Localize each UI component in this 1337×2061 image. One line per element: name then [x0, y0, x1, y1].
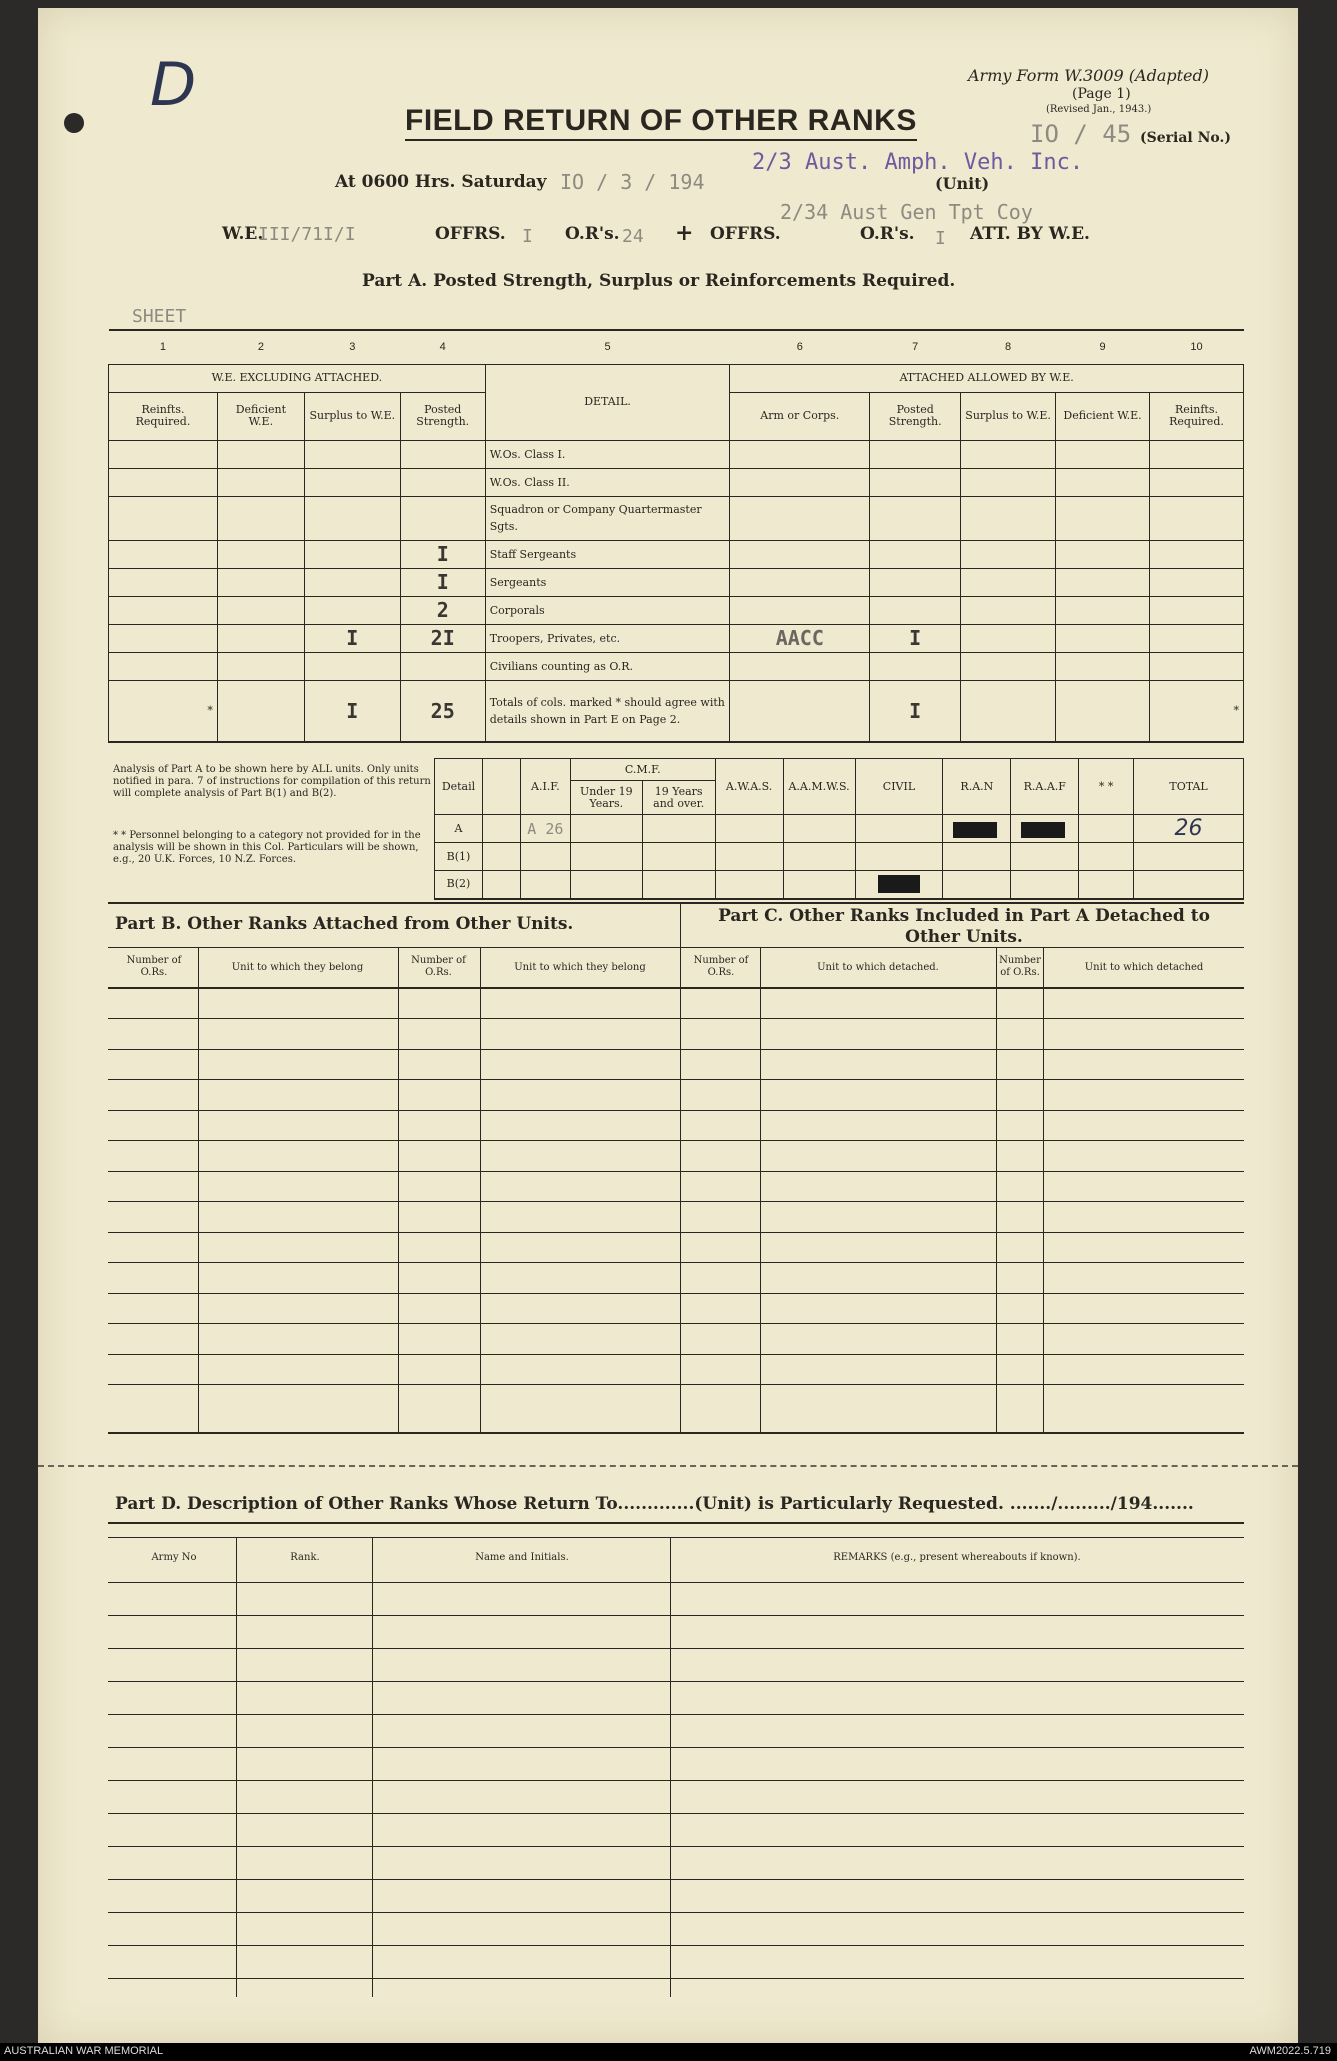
archive-footer [0, 2043, 1337, 2061]
rule-line [108, 1110, 1244, 1111]
part-b-head-unit-2: Unit to which they belong [514, 962, 646, 973]
rule-line [108, 1232, 1244, 1233]
column-line [372, 1537, 373, 1997]
surplus-cell [304, 596, 400, 624]
part-d-head-name: Name and Initials. [475, 1552, 569, 1563]
part-c-title: Part C. Other Ranks Included in Part A Detached to Other Units. [718, 906, 1210, 947]
column-line [198, 947, 199, 1432]
detail-cell: Corporals [485, 596, 730, 624]
table-row [109, 568, 1244, 596]
rule-line [108, 1714, 1244, 1715]
col-num-8: 8 [961, 330, 1056, 364]
rule-line [108, 987, 1244, 989]
ors2-label: O.R's. [860, 224, 915, 244]
surplus-cell [304, 540, 400, 568]
group-right-header: ATTACHED ALLOWED BY W.E. [730, 364, 1244, 392]
detail-cell: W.Os. Class I. [485, 440, 730, 468]
col-num-2: 2 [217, 330, 304, 364]
col-num-7: 7 [870, 330, 961, 364]
surplus-cell: I [304, 624, 400, 652]
posted-cell: I [400, 540, 485, 568]
rule-line [108, 1384, 1244, 1385]
form-paper [38, 8, 1298, 2043]
detail-cell: Squadron or Company Quartermaster Sgts. [485, 496, 730, 540]
rule-line [108, 1049, 1244, 1050]
posted-att-cell [870, 540, 961, 568]
rule-line [108, 947, 1244, 948]
totals-posted: 25 [400, 680, 485, 742]
we-label: W.E. [222, 224, 264, 244]
table-row [109, 440, 1244, 468]
col-num-9: 9 [1056, 330, 1150, 364]
total-value: 26 [1134, 815, 1244, 843]
serial-value: IO / 45 [1030, 120, 1132, 148]
table-row [109, 496, 1244, 540]
posted-cell: 2 [400, 596, 485, 624]
analysis-row-label: B(2) [435, 871, 483, 899]
rule-line [108, 1079, 1244, 1080]
posted-cell [400, 652, 485, 680]
col-num-6: 6 [730, 330, 870, 364]
table-row [109, 624, 1244, 652]
part-b-title: Part B. Other Ranks Attached from Other Units. [115, 914, 574, 934]
rule-line [108, 1813, 1244, 1814]
detail-header: DETAIL. [485, 364, 730, 440]
arm-cell [730, 468, 870, 496]
posted-cell [400, 496, 485, 540]
offrs2-label: OFFRS. [710, 224, 781, 244]
civil-redacted [855, 871, 943, 899]
plus-sign: + [675, 220, 694, 246]
table-row [109, 540, 1244, 568]
rule-line [108, 1323, 1244, 1324]
ors-label: O.R's. [565, 224, 620, 244]
part-a-table [108, 329, 1244, 743]
aamws-head: A.A.M.W.S. [783, 759, 855, 815]
arm-cell: AACC [730, 624, 870, 652]
head-surplus: Surplus to W.E. [304, 392, 400, 440]
part-a-title: Part A. Posted Strength, Surplus or Reinforcements Required. [362, 271, 956, 291]
rule-line [108, 1262, 1244, 1263]
posted-att-cell [870, 568, 961, 596]
part-c-head-num-1: Number of O.Rs. [693, 955, 749, 978]
column-line [1043, 947, 1044, 1432]
rule-line [108, 1018, 1244, 1019]
analysis-row [435, 843, 1244, 871]
part-b-head-num-1: Number of O.Rs. [126, 955, 182, 978]
posted-att-cell [870, 652, 961, 680]
page-label: (Page 1) [1072, 86, 1131, 102]
rule-line [108, 1648, 1244, 1649]
over19-head: 19 Years and over. [642, 781, 715, 815]
analysis-row [435, 815, 1244, 843]
rule-line [108, 1846, 1244, 1847]
total-head: TOTAL [1134, 759, 1244, 815]
head-reinfts-att: Reinfts. Required. [1149, 392, 1243, 440]
sheet-mark: SHEET [132, 306, 187, 327]
totals-detail: Totals of cols. marked * should agree with details shown in Part E on Page 2. [485, 680, 730, 742]
rule-line [108, 1201, 1244, 1202]
part-d-title: Part D. Description of Other Ranks Whose Return To.............(Unit) is Particularly Requested. ......./........./194....... [115, 1494, 1194, 1514]
offrs-label: OFFRS. [435, 224, 506, 244]
rule-line [108, 1747, 1244, 1748]
offrs-value: I [522, 226, 533, 247]
arm-cell [730, 540, 870, 568]
cmf-head: C.M.F. [570, 759, 715, 781]
surplus-cell [304, 440, 400, 468]
rule-line [108, 1293, 1244, 1294]
detail-cell: Troopers, Privates, etc. [485, 624, 730, 652]
typed-unit: 2/34 Aust Gen Tpt Coy [780, 200, 1033, 224]
star-mark: * [109, 680, 218, 742]
posted-att-cell [870, 496, 961, 540]
col-num-1: 1 [109, 330, 218, 364]
column-line [480, 947, 481, 1432]
rule-line [108, 1432, 1244, 1434]
detail-cell: W.Os. Class II. [485, 468, 730, 496]
part-c-head-unit-2: Unit to which detached [1084, 962, 1204, 973]
part-c-head-unit-1: Unit to which detached. [817, 962, 939, 973]
rule-line [108, 1681, 1244, 1682]
rule-line [108, 1354, 1244, 1355]
col-num-10: 10 [1149, 330, 1243, 364]
ors2-value: I [935, 228, 946, 249]
unit-label: (Unit) [935, 174, 990, 193]
part-d-head-rank: Rank. [290, 1552, 320, 1563]
footer-right: AWM2022.5.719 [1249, 2045, 1331, 2057]
ran-head: R.A.N [943, 759, 1011, 815]
rule-line [108, 1522, 1244, 1524]
column-line [236, 1537, 237, 1997]
rule-line [108, 1945, 1244, 1946]
stars-head: * * [1079, 759, 1134, 815]
part-b-head-num-2: Number of O.Rs. [411, 955, 466, 978]
aif-head: A.I.F. [520, 759, 570, 815]
return-date: IO / 3 / 194 [560, 170, 705, 194]
surplus-cell [304, 468, 400, 496]
detail-cell: Sergeants [485, 568, 730, 596]
rule-line [108, 1879, 1244, 1880]
part-c-head-num-2: Number of O.Rs. [999, 955, 1041, 978]
analysis-detail-head: Detail [435, 759, 483, 815]
table-row [109, 652, 1244, 680]
rule-line [108, 1537, 1244, 1538]
rule-line [108, 1140, 1244, 1141]
civil-head: CIVIL [855, 759, 943, 815]
arm-cell [730, 496, 870, 540]
star-mark-right: * [1149, 680, 1243, 742]
page-title: FIELD RETURN OF OTHER RANKS [405, 104, 917, 141]
head-posted-att: Posted Strength. [870, 392, 961, 440]
head-arm-corps: Arm or Corps. [730, 392, 870, 440]
head-reinfts: Reinfts. Required. [109, 392, 218, 440]
analysis-row-label: B(1) [435, 843, 483, 871]
surplus-cell [304, 652, 400, 680]
part-d-head-army-no: Army No [151, 1552, 197, 1563]
ors-value: 24 [622, 226, 644, 247]
revised-label: (Revised Jan., 1943.) [1046, 104, 1152, 115]
rule-line [108, 902, 1244, 904]
rule-line [108, 1978, 1244, 1979]
posted-att-cell [870, 440, 961, 468]
analysis-row [435, 871, 1244, 899]
totals-row [109, 680, 1244, 742]
raaf-redacted [1011, 815, 1079, 843]
arm-cell [730, 440, 870, 468]
part-b-head-unit-1: Unit to which they belong [231, 962, 364, 973]
analysis-note-2: * * Personnel belonging to a category not provided for in the analysis will be shown in this Col. Particulars will be shown, e.g., 20 U.K. Forces, 10 N.Z. Forces. [113, 830, 421, 865]
punch-hole [64, 113, 84, 133]
serial-label: (Serial No.) [1140, 130, 1231, 146]
posted-cell [400, 440, 485, 468]
detail-cell: Staff Sergeants [485, 540, 730, 568]
perforation-line [38, 1465, 1298, 1467]
posted-att-cell [870, 468, 961, 496]
att-label: ATT. BY W.E. [970, 224, 1090, 244]
rule-line [108, 1582, 1244, 1583]
detail-cell: Civilians counting as O.R. [485, 652, 730, 680]
ran-redacted [943, 815, 1011, 843]
arm-cell [730, 568, 870, 596]
posted-cell: 2I [400, 624, 485, 652]
posted-cell [400, 468, 485, 496]
col-num-3: 3 [304, 330, 400, 364]
under19-head: Under 19 Years. [570, 781, 642, 815]
column-line [760, 947, 761, 1432]
posted-att-cell [870, 596, 961, 624]
column-line [996, 947, 997, 1432]
table-row [109, 468, 1244, 496]
head-deficient: Deficient W.E. [217, 392, 304, 440]
rule-line [108, 1171, 1244, 1172]
hand-letter: D [150, 50, 197, 120]
part-d-head-remarks: REMARKS (e.g., present whereabouts if known). [833, 1552, 1081, 1563]
at-line-prefix: At 0600 Hrs. Saturday [335, 172, 547, 192]
column-line [398, 947, 399, 1432]
unit-stamp: 2/3 Aust. Amph. Veh. Inc. [752, 150, 1084, 175]
footer-left: AUSTRALIAN WAR MEMORIAL [4, 2045, 164, 2057]
col-num-4: 4 [400, 330, 485, 364]
analysis-note: Analysis of Part A to be shown here by ALL units. Only units notified in para. 7 of instructions for compilation of this return will complete analysis of Part B(1) and B(2). [113, 764, 431, 799]
totals-posted-att: I [870, 680, 961, 742]
group-left-header: W.E. EXCLUDING ATTACHED. [109, 364, 486, 392]
arm-cell [730, 596, 870, 624]
awas-head: A.W.A.S. [715, 759, 783, 815]
head-deficient-att: Deficient W.E. [1056, 392, 1150, 440]
col-num-5: 5 [485, 330, 730, 364]
arm-cell [730, 652, 870, 680]
raaf-head: R.A.A.F [1011, 759, 1079, 815]
aif-value: A 26 [520, 815, 570, 843]
we-value: III/71I/I [258, 224, 356, 245]
column-line [670, 1537, 671, 1997]
analysis-table [434, 758, 1244, 900]
surplus-cell [304, 496, 400, 540]
head-surplus-att: Surplus to W.E. [961, 392, 1056, 440]
rule-line [108, 1780, 1244, 1781]
form-id: Army Form W.3009 (Adapted) [968, 66, 1210, 85]
rule-line [108, 1615, 1244, 1616]
posted-cell: I [400, 568, 485, 596]
table-row [109, 596, 1244, 624]
rule-line [108, 1912, 1244, 1913]
analysis-row-label: A [435, 815, 483, 843]
surplus-cell [304, 568, 400, 596]
totals-surplus: I [304, 680, 400, 742]
posted-att-cell: I [870, 624, 961, 652]
head-posted: Posted Strength. [400, 392, 485, 440]
